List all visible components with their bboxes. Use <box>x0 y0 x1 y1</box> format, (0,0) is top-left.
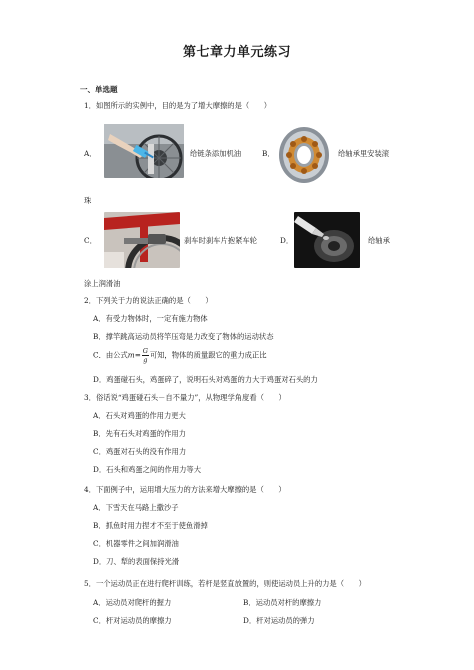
q1-option-c-label: C． <box>84 236 97 245</box>
q2-option-a: A．有受力物体时，一定有施力物体 <box>93 314 208 323</box>
q2-option-b: B．撑竿跳高运动员将竿压弯是力改变了物体的运动状态 <box>93 332 274 341</box>
question-1-stem: 1．如图所示的实例中，目的是为了增大摩擦的是（ ） <box>84 101 272 110</box>
q2-option-c <box>93 348 267 363</box>
q3-option-d: D．石头和鸡蛋之间的作用力等大 <box>93 465 202 474</box>
q3-option-b: B．先有石头对鸡蛋的作用力 <box>93 429 186 438</box>
q2-option-c-prefix: C．由公式 <box>93 350 128 360</box>
q1-option-a-text: 给链条添加机油 <box>190 149 242 158</box>
bearing-lubrication-image <box>294 212 360 268</box>
q4-option-d: D．刀、犁的表面保持光滑 <box>93 557 180 566</box>
q1-option-b-label: B． <box>262 149 275 158</box>
page-title: 第七章力单元练习 <box>182 45 291 60</box>
q4-option-a: A．下雪天在马路上撒沙子 <box>93 503 179 512</box>
q2-option-d: D．鸡蛋碰石头，鸡蛋碎了，说明石头对鸡蛋的力大于鸡蛋对石头的力 <box>93 375 318 384</box>
q1-option-b-continued: 珠 <box>84 196 92 205</box>
question-5-stem: 5．一个运动员正在进行爬杆训练，若杆是竖直放置的，则使运动员上升的力是（ ） <box>84 579 366 588</box>
q1-option-a-label: A． <box>84 149 97 158</box>
q1-option-d-text: 给轴承 <box>368 236 390 245</box>
q3-option-a: A．石头对鸡蛋的作用力更大 <box>93 411 186 420</box>
q4-option-c: C．机器零件之间加润滑油 <box>93 539 179 548</box>
section-heading: 一、单选题 <box>80 85 118 94</box>
bearing-image <box>277 124 331 186</box>
formula-mass-symbol: m <box>127 350 135 360</box>
q3-option-c: C．鸡蛋对石头的没有作用力 <box>93 447 187 456</box>
q1-option-d-label: D． <box>280 236 294 245</box>
formula-equals: = <box>134 350 141 360</box>
q5-option-d: D．杆对运动员的弹力 <box>243 616 315 625</box>
q4-option-b: B．抓鱼时用力捏才不至于使鱼滑掉 <box>93 521 208 530</box>
q5-option-c: C．杆对运动员的摩擦力 <box>93 616 172 625</box>
q5-option-b: B．运动员对杆的摩擦力 <box>243 598 322 607</box>
q5-option-a: A．运动员对爬杆的握力 <box>93 598 172 607</box>
q2-option-c-suffix: 可知，物体的质量跟它的重力成正比 <box>149 350 267 360</box>
question-3-stem: 3．俗话说“鸡蛋碰石头－自不量力”，从物理学角度看（ ） <box>84 393 286 402</box>
question-4-stem: 4．下面例子中，运用增大压力的方法来增大摩擦的是（ ） <box>84 485 286 494</box>
formula-denominator: g <box>143 356 148 364</box>
q1-option-d-continued: 涂上润滑油 <box>84 279 121 288</box>
bike-chain-oiling-image <box>104 124 184 178</box>
bike-brake-image <box>104 212 180 268</box>
formula-numerator: G <box>142 347 148 355</box>
q1-option-b-text: 给轴承里安装滚 <box>338 149 390 158</box>
formula-fraction <box>142 348 149 363</box>
q1-option-c-text: 刹车时刹车片抱紧车轮 <box>184 236 257 245</box>
question-2-stem: 2．下列关于力的说法正确的是（ ） <box>84 296 213 305</box>
